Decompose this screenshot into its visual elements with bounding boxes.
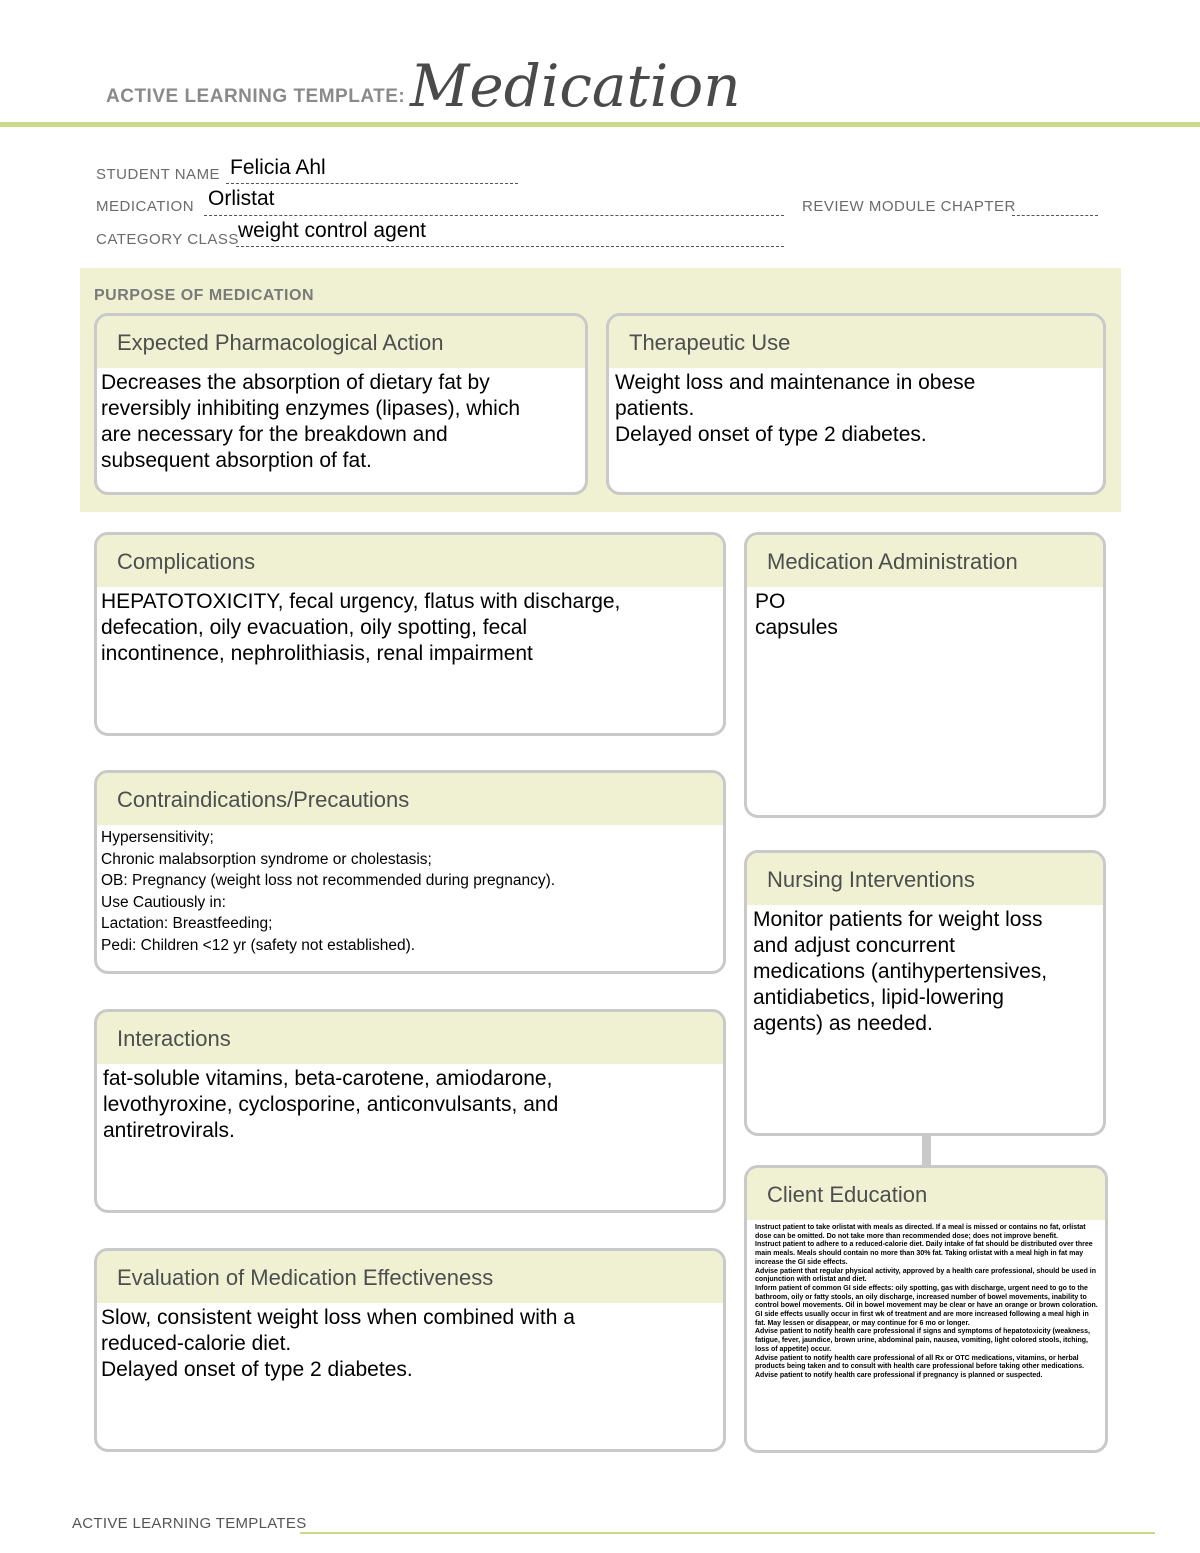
medication-administration-title: Medication Administration — [747, 535, 1103, 587]
complications-text[interactable]: HEPATOTOXICITY, fecal urgency, flatus with discharge, defecation, oily evacuation, oily spotting, fecal incontinence, nephrolithiasis, renal impairment — [101, 590, 621, 665]
category-class-line — [236, 246, 784, 247]
medication-administration-text[interactable]: PO capsules — [755, 590, 838, 639]
category-class-field[interactable]: weight control agent — [238, 219, 426, 242]
footer-divider — [300, 1532, 1155, 1534]
purpose-label: PURPOSE OF MEDICATION — [94, 287, 314, 304]
review-module-line — [1012, 215, 1098, 216]
interactions-text[interactable]: fat-soluble vitamins, beta-carotene, amiodarone, levothyroxine, cyclosporine, anticonvulsants, and antiretrovirals. — [103, 1067, 559, 1142]
therapeutic-use-box — [606, 313, 1106, 495]
interactions-box — [94, 1009, 726, 1213]
expected-action-box — [94, 313, 588, 495]
contraindications-box — [94, 770, 726, 974]
footer-label: ACTIVE LEARNING TEMPLATES — [72, 1515, 307, 1532]
evaluation-title: Evaluation of Medication Effectiveness — [97, 1251, 723, 1303]
complications-title: Complications — [97, 535, 723, 587]
review-module-label: REVIEW MODULE CHAPTER — [802, 198, 1016, 215]
expected-action-text[interactable]: Decreases the absorption of dietary fat by reversibly inhibiting enzymes (lipases), which are necessary for the breakdown and subsequent absorption of fat. — [101, 371, 520, 472]
client-education-title: Client Education — [747, 1168, 1105, 1220]
medication-line — [204, 215, 784, 216]
contraindications-title: Contraindications/Precautions — [97, 773, 723, 825]
client-education-text[interactable]: Instruct patient to take orlistat with meals as directed. If a meal is missed or contains no fat, orlistat dose can be omitted. Do not take more than recommended dose; does not improve benefit. Instruct patient to adhere to a reduced-calorie diet. Daily intake of fat should be distributed over three main meals. Meals should contain no more than 30% fat. Taking orlistat with a meal high in fat may increase the GI side effects. Advise patient that regular physical activity, approved by a health care professional, should be used in conjunction with orlistat and diet. Inform patient of common GI side effects: oily spotting, gas with discharge, urgent need to go to the bathroom, oily or fatty stools, an oily discharge, increased number of bowel movements, inability to control bowel movements. Oil in bowel movement may be clear or have an orange or brown coloration. GI side effects usually occur in first wk of treatment and are more increased following a meal high in fat. May lessen or disappear, or may continue for 6 mo or longer. Advise patient to notify health care professional if signs and symptoms of hepatotoxicity (weakness, fatigue, fever, jaundice, brown urine, abdominal pain, nausea, vomiting, light colored stools, itching, loss of appetite) occur. Advise patient to notify health care professional of all Rx or OTC medications, vitamins, or herbal products being taken and to consult with health care professional before taking other medications. Advise patient to notify health care professional if pregnancy is planned or suspected. — [755, 1224, 1098, 1379]
medication-label: MEDICATION — [96, 198, 195, 215]
student-name-line — [226, 183, 518, 184]
complications-box — [94, 532, 726, 736]
student-name-field[interactable]: Felicia Ahl — [230, 156, 326, 179]
page-title: Medication — [410, 52, 741, 120]
template-label: ACTIVE LEARNING TEMPLATE: — [106, 86, 406, 107]
therapeutic-use-text[interactable]: Weight loss and maintenance in obese patients. Delayed onset of type 2 diabetes. — [615, 371, 976, 446]
expected-action-title: Expected Pharmacological Action — [97, 316, 585, 368]
section-connector — [922, 1134, 931, 1166]
interactions-title: Interactions — [97, 1012, 723, 1064]
medication-field[interactable]: Orlistat — [208, 187, 275, 210]
medication-administration-box — [744, 532, 1106, 818]
category-class-label: CATEGORY CLASS — [96, 231, 239, 248]
therapeutic-use-title: Therapeutic Use — [609, 316, 1103, 368]
nursing-interventions-text[interactable]: Monitor patients for weight loss and adjust concurrent medications (antihypertensives, antidiabetics, lipid-lowering agents) as needed. — [753, 908, 1048, 1035]
evaluation-box — [94, 1248, 726, 1452]
student-name-label: STUDENT NAME — [96, 166, 221, 183]
header-divider — [0, 122, 1200, 127]
evaluation-text[interactable]: Slow, consistent weight loss when combined with a reduced-calorie diet. Delayed onset of type 2 diabetes. — [101, 1306, 575, 1381]
nursing-interventions-box — [744, 850, 1106, 1136]
contraindications-text[interactable]: Hypersensitivity; Chronic malabsorption syndrome or cholestasis; OB: Pregnancy (weight loss not recommended during pregnancy). Use Cautiously in: Lactation: Breastfeeding; Pedi: Children <12 yr (safety not established). — [101, 829, 556, 954]
client-education-box — [744, 1165, 1108, 1453]
nursing-interventions-title: Nursing Interventions — [747, 853, 1103, 905]
